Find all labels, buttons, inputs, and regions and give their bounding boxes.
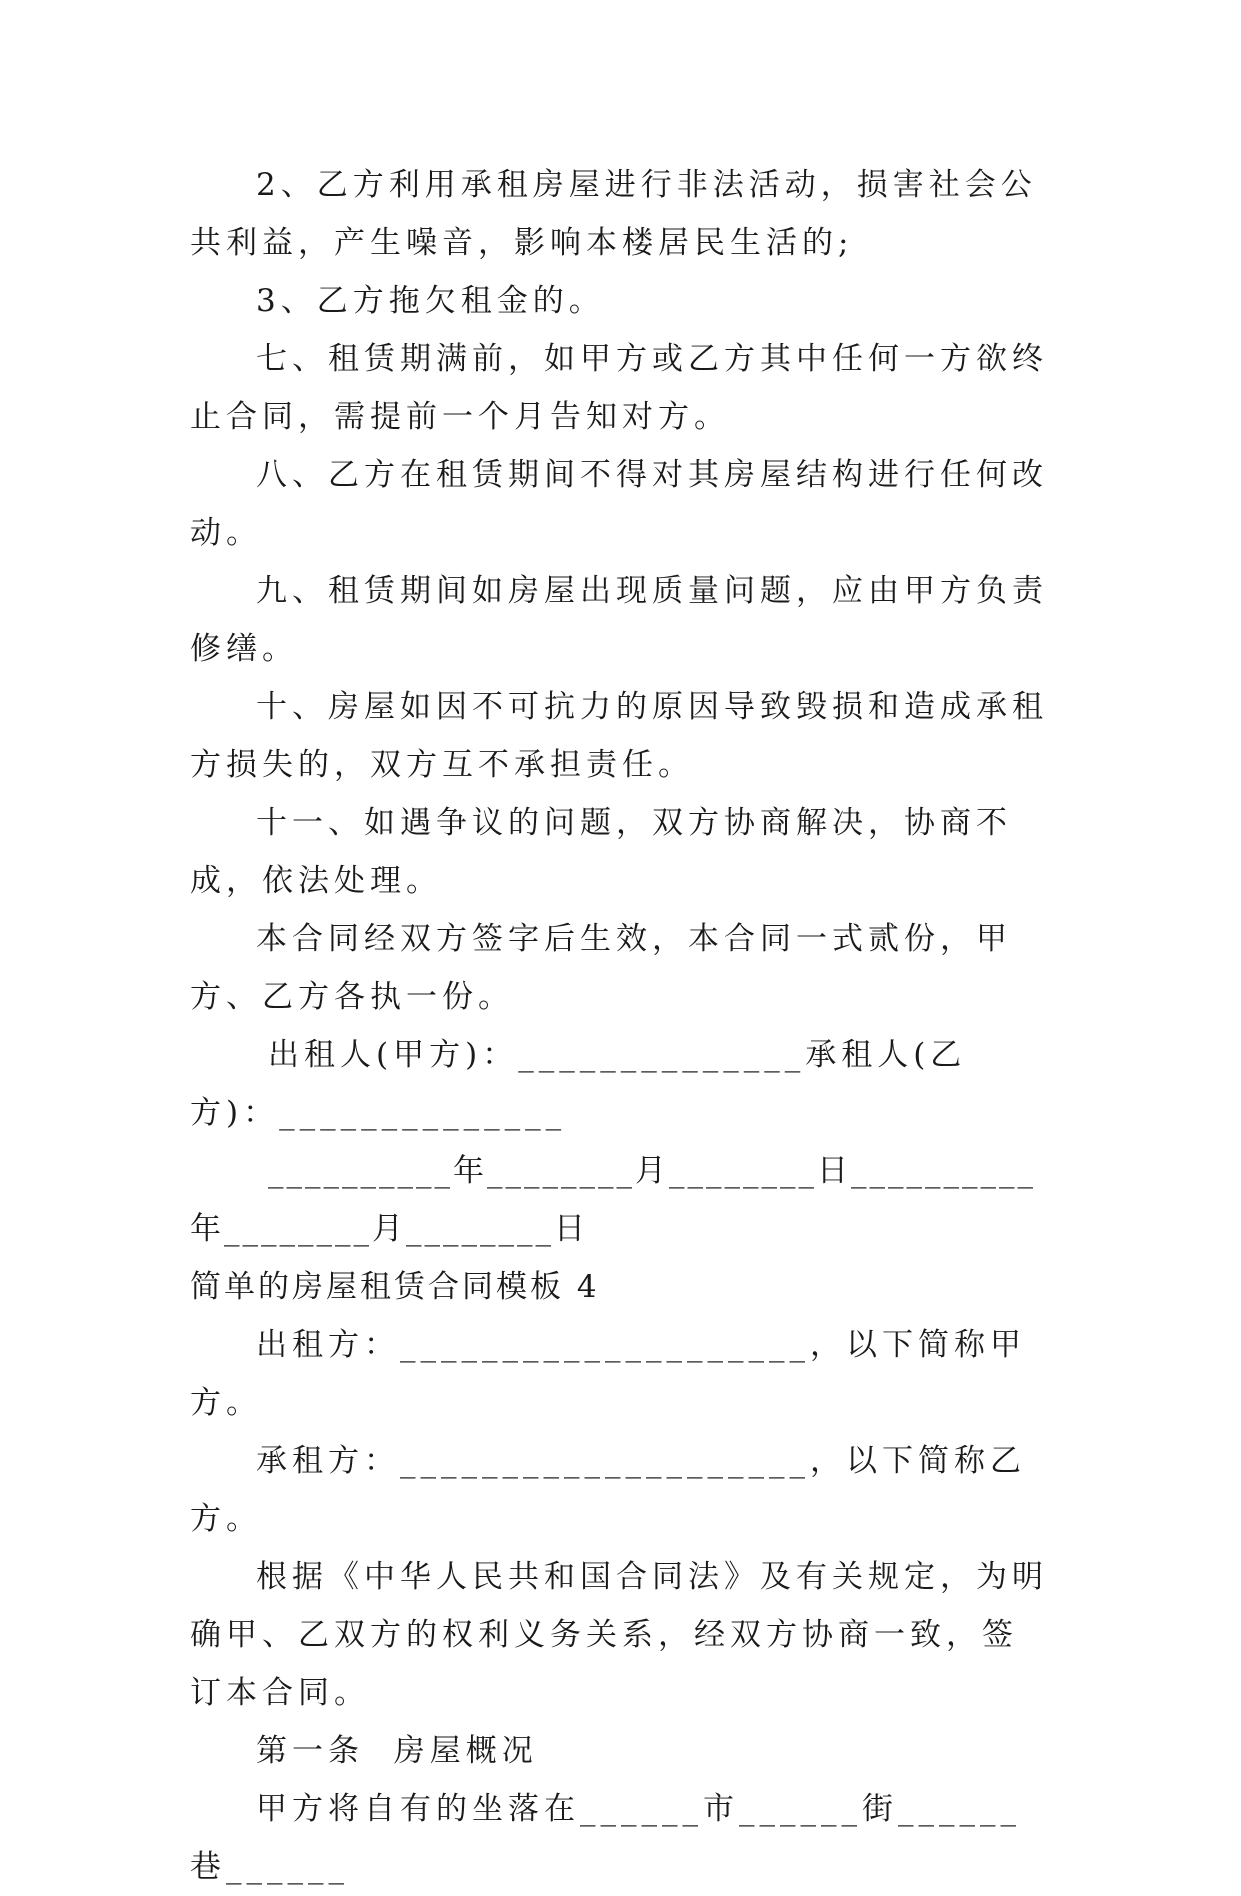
clause-3: 3、乙方拖欠租金的。 — [256, 283, 605, 319]
intro-paragraph: 根据《中华人民共和国合同法》及有关规定，为明确甲、乙双方的权利义务关系，经双方协商一致，签订本合同。 — [190, 1559, 1048, 1711]
clause-eleven: 十一、如遇争议的问题，双方协商解决，协商不成，依法处理。 — [190, 805, 1012, 899]
section-title: 简单的房屋租赁合同模板 4 — [190, 1269, 600, 1305]
lessee-line: 承租方：____________________，以下简称乙方。 — [190, 1443, 1026, 1537]
clause-seven: 七、租赁期满前，如甲方或乙方其中任何一方欲终止合同，需提前一个月告知对方。 — [190, 341, 1048, 435]
article-title: 第一条 房屋概况 — [256, 1733, 538, 1769]
date-line: __________年________月________日__________年________月________日 — [190, 1153, 1036, 1247]
document-body — [190, 156, 1050, 1896]
clause-2: 2、乙方利用承租房屋进行非法活动，损害社会公共利益，产生噪音，影响本楼居民生活的; — [190, 167, 1037, 261]
clause-eight: 八、乙方在租赁期间不得对其房屋结构进行任何改动。 — [190, 457, 1048, 551]
signature-line: 出租人(甲方)：______________承租人(乙方)：______________ — [190, 1037, 967, 1131]
lessor-line: 出租方：____________________，以下简称甲方。 — [190, 1327, 1026, 1421]
effective-clause: 本合同经双方签字后生效，本合同一式贰份，甲方、乙方各执一份。 — [190, 921, 1012, 1015]
clause-ten: 十、房屋如因不可抗力的原因导致毁损和造成承租方损失的，双方互不承担责任。 — [190, 689, 1048, 783]
clause-nine: 九、租赁期间如房屋出现质量问题，应由甲方负责修缮。 — [190, 573, 1048, 667]
article-text: 甲方将自有的坐落在______市______街______巷______ — [190, 1791, 1021, 1885]
